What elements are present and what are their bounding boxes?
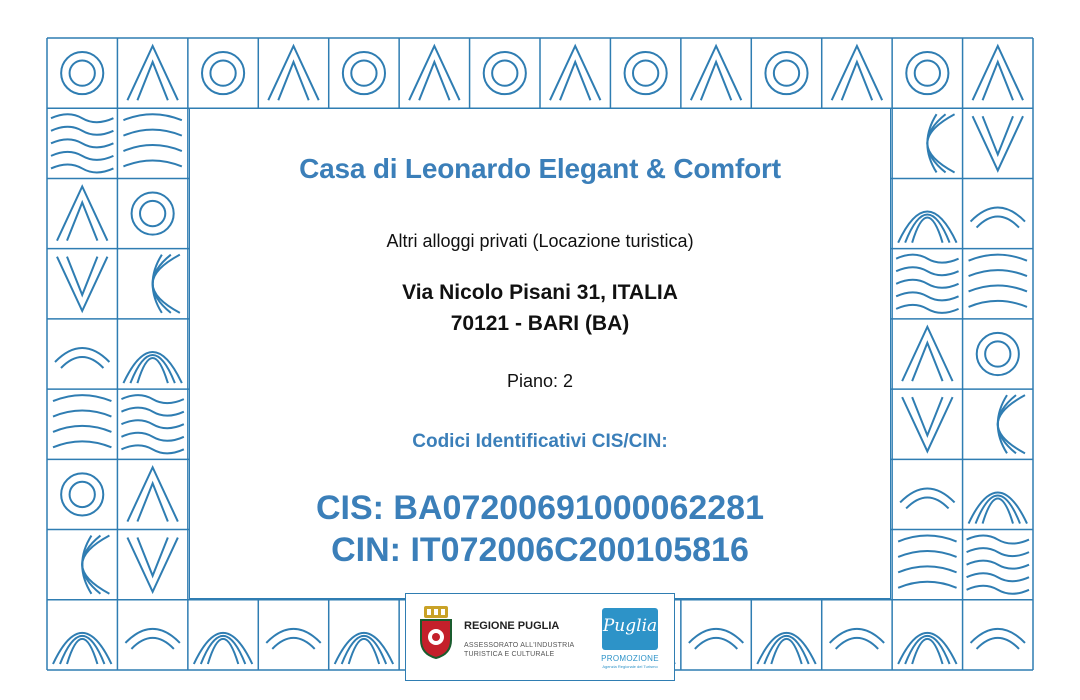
- pattern-tile-half-moon: [971, 208, 1025, 228]
- region-subtitle-2: TURISTICA E CULTURALE: [464, 651, 555, 658]
- pattern-tile-waves: [121, 395, 183, 453]
- pattern-tile-arch: [194, 633, 252, 664]
- pattern-tile-chevron-up: [902, 327, 952, 381]
- logos-box: [405, 593, 675, 681]
- pattern-tile-circle: [765, 52, 807, 94]
- floor-label: Piano: 2: [506, 371, 574, 391]
- pattern-tile-parentheses: [998, 395, 1025, 453]
- puglia-promozione-logo: [602, 608, 658, 650]
- pattern-tile-half-moon: [971, 629, 1025, 649]
- pattern-tile-chevron-up: [550, 46, 600, 100]
- regione-puglia-crest-icon: [418, 604, 454, 660]
- address-city: 70121 - BARI (BA): [450, 312, 630, 335]
- region-subtitle-1: ASSESSORATO ALL'INDUSTRIA: [464, 642, 575, 649]
- pattern-tile-circle: [132, 192, 174, 234]
- region-name: REGIONE PUGLIA: [464, 620, 560, 632]
- pattern-tile-arch: [123, 352, 181, 383]
- pattern-tile-circle: [202, 52, 244, 94]
- codes-heading: Codici Identificativi CIS/CIN:: [412, 431, 668, 452]
- pattern-tile-arch: [898, 212, 956, 243]
- pattern-tile-stripes: [53, 395, 111, 447]
- pattern-tile-half-moon: [900, 488, 954, 508]
- pattern-tile-chevron-up: [691, 46, 741, 100]
- pattern-tile-chevron-down: [902, 397, 952, 451]
- pattern-tile-half-moon: [689, 629, 743, 649]
- pattern-tile-chevron-up: [973, 46, 1023, 100]
- pattern-tile-half-moon: [266, 629, 320, 649]
- pattern-tile-chevron-up: [127, 467, 177, 521]
- pattern-tile-arch: [757, 633, 815, 664]
- pattern-tile-circle: [977, 333, 1019, 375]
- pattern-tile-parentheses: [927, 114, 954, 172]
- pattern-tile-arch: [53, 633, 111, 664]
- property-title: Casa di Leonardo Elegant & Comfort: [299, 153, 781, 184]
- pattern-tile-stripes: [898, 536, 956, 588]
- pattern-tile-chevron-up: [57, 186, 107, 240]
- pattern-tile-half-moon: [830, 629, 884, 649]
- promozione-subtitle: Agenzia Regionale del Turismo: [602, 664, 658, 669]
- pattern-tile-chevron-up: [832, 46, 882, 100]
- address-street: Via Nicolo Pisani 31, ITALIA: [402, 281, 678, 304]
- accommodation-category: Altri alloggi privati (Locazione turistica): [386, 231, 694, 251]
- pattern-tile-waves: [896, 255, 958, 313]
- pattern-tile-half-moon: [125, 629, 179, 649]
- pattern-tile-chevron-up: [409, 46, 459, 100]
- pattern-tile-circle: [343, 52, 385, 94]
- pattern-tile-waves: [51, 114, 113, 172]
- pattern-tile-half-moon: [55, 348, 109, 368]
- pattern-tile-circle: [625, 52, 667, 94]
- pattern-tile-chevron-down: [127, 538, 177, 592]
- pattern-tile-stripes: [969, 255, 1027, 307]
- pattern-tile-chevron-up: [268, 46, 318, 100]
- info-panel: [189, 108, 891, 599]
- cis-code: CIS: BA07200691000062281: [315, 489, 764, 527]
- pattern-tile-parentheses: [153, 255, 180, 313]
- cin-code: CIN: IT072006C200105816: [331, 531, 749, 569]
- pattern-tile-circle: [906, 52, 948, 94]
- pattern-tile-circle: [61, 52, 103, 94]
- pattern-tile-waves: [967, 536, 1029, 594]
- pattern-tile-parentheses: [82, 536, 109, 594]
- pattern-tile-chevron-down: [973, 116, 1023, 170]
- pattern-tile-arch: [898, 633, 956, 664]
- pattern-tile-arch: [969, 492, 1027, 523]
- pattern-tile-circle: [61, 473, 103, 515]
- puglia-logo-text: Puglia: [602, 616, 658, 636]
- pattern-tile-chevron-up: [127, 46, 177, 100]
- pattern-tile-chevron-down: [57, 257, 107, 311]
- pattern-tile-circle: [484, 52, 526, 94]
- pattern-tile-arch: [335, 633, 393, 664]
- promozione-label: PROMOZIONE: [601, 654, 659, 663]
- pattern-tile-stripes: [123, 114, 181, 166]
